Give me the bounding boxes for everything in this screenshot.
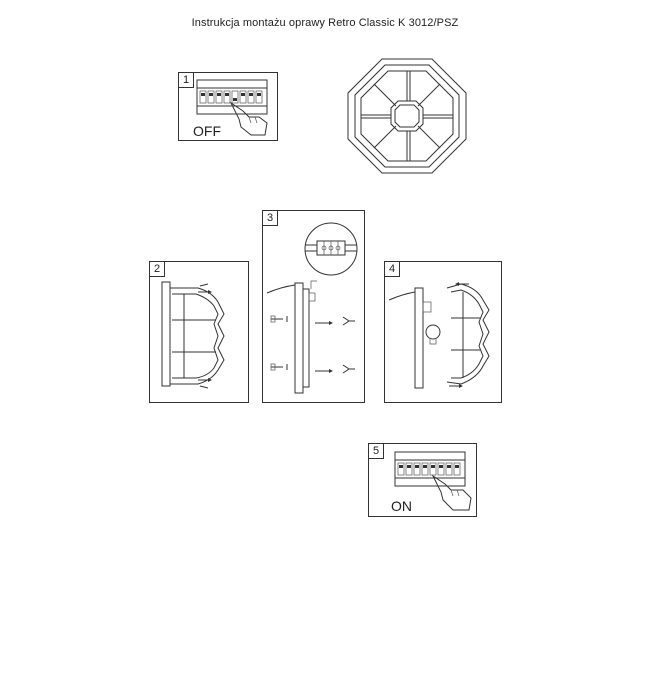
step-1-panel: [178, 72, 278, 141]
step-4-panel: [384, 261, 502, 403]
step-5-number: 5: [368, 443, 384, 459]
step-4-number: 4: [384, 261, 400, 277]
mounting-hardware-illustration: [267, 279, 363, 399]
step-5-panel: [368, 443, 477, 517]
hand-pointer-icon: [431, 474, 473, 512]
lamp-side-view-illustration: [160, 280, 240, 390]
wiring-connector-detail-illustration: [303, 221, 359, 277]
page-title: Instrukcja montażu oprawy Retro Classic K 3012/PSZ: [191, 17, 459, 29]
step-3-panel: [262, 210, 365, 403]
step-2-number: 2: [149, 261, 165, 277]
step-1-state-label: OFF: [193, 123, 221, 139]
step-3-number: 3: [262, 210, 278, 226]
hand-pointer-icon: [229, 101, 269, 137]
step-1-number: 1: [178, 72, 194, 88]
lamp-top-view-illustration: [347, 55, 467, 175]
step-2-panel: [149, 261, 249, 403]
step-5-state-label: ON: [391, 498, 412, 514]
lamp-assembly-bulb-illustration: [389, 278, 501, 394]
